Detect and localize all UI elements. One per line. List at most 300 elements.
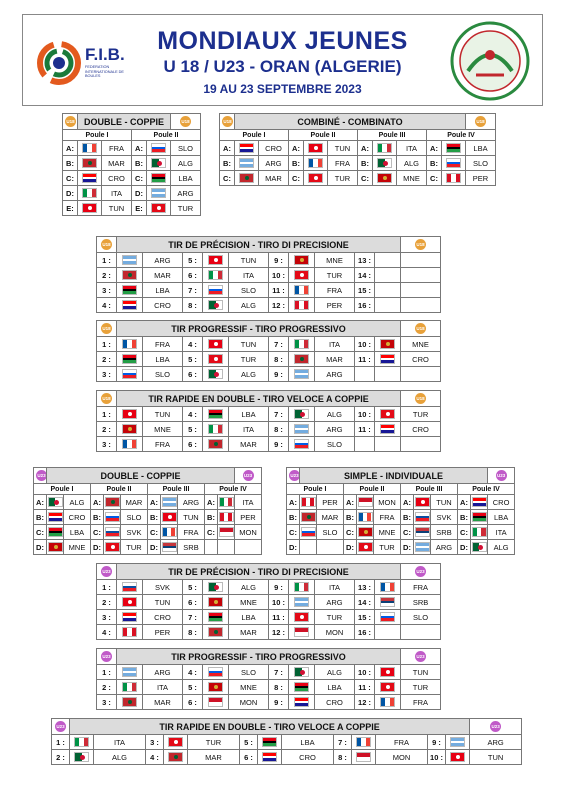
fib-logo-text: F.I.B. <box>85 45 125 64</box>
flag-cro-icon <box>262 752 277 762</box>
country-code: SLO <box>229 283 269 298</box>
flag-mne-icon <box>294 255 309 265</box>
flag-alg-icon <box>208 369 223 379</box>
flag-mar-icon <box>294 354 309 364</box>
slot-label: 4 : <box>183 337 203 352</box>
country-code: TUN <box>229 253 269 268</box>
slot-label: 7 : <box>334 735 352 750</box>
flag-per-icon <box>301 497 316 507</box>
slot-label: E: <box>132 201 147 216</box>
flag-tun-icon <box>122 409 137 419</box>
country-code: TUN <box>328 141 358 156</box>
slot-label: 4 : <box>146 750 164 765</box>
slot-label: 10 : <box>355 407 375 422</box>
country-code: TUR <box>121 540 148 555</box>
slot-label: 2 : <box>97 595 117 610</box>
slot-label: 2 : <box>97 680 117 695</box>
flag-cell <box>203 665 229 680</box>
flag-svk-icon <box>105 527 120 537</box>
slot-label: 9 : <box>269 695 289 710</box>
flag-ita-icon <box>294 582 309 592</box>
country-code: LBA <box>143 352 183 367</box>
flag-cell <box>357 525 374 540</box>
country-code: FRA <box>143 437 183 452</box>
country-code: ARG <box>259 156 289 171</box>
slot-label: 1 : <box>97 665 117 680</box>
table-title: TIR PROGRESSIF - TIRO PROGRESSIVO <box>117 321 401 337</box>
flag-fra-icon <box>308 158 323 168</box>
flag-tun-icon <box>122 597 137 607</box>
slot-label: 1 : <box>97 253 117 268</box>
country-code: SLO <box>121 510 148 525</box>
flag-cell <box>289 298 315 313</box>
country-code: MAR <box>188 750 240 765</box>
slot-label: 4 : <box>97 298 117 313</box>
flag-cell <box>471 525 488 540</box>
flag-per-icon <box>122 627 137 637</box>
flag-fra-icon <box>294 285 309 295</box>
flag-alg-icon <box>294 667 309 677</box>
flag-arg-icon <box>239 158 254 168</box>
country-code: LBA <box>315 680 355 695</box>
flag-ita-icon <box>82 188 97 198</box>
slot-label: A: <box>63 141 78 156</box>
slot-label: 9 : <box>428 735 446 750</box>
country-code: LBA <box>171 171 201 186</box>
flag-cell <box>373 156 397 171</box>
flag-cell <box>289 337 315 352</box>
country-code: MON <box>235 525 262 540</box>
flag-cell <box>117 625 143 640</box>
slot-label: E: <box>63 201 78 216</box>
flag-cell <box>70 750 94 765</box>
country-code: ITA <box>315 337 355 352</box>
country-code: LBA <box>282 735 334 750</box>
slot-label: A: <box>34 495 47 510</box>
pool-header: Poule I <box>220 130 289 141</box>
flag-tur-icon <box>308 173 323 183</box>
country-code: ALG <box>94 750 146 765</box>
country-code: LBA <box>229 610 269 625</box>
flag-cell <box>289 595 315 610</box>
slot-label: 1 : <box>97 580 117 595</box>
u23-rapide-table <box>51 718 522 765</box>
table-row <box>52 735 522 750</box>
pool-header: Poule IV <box>458 484 515 495</box>
slot-label: 2 : <box>97 352 117 367</box>
table-title: COMBINÉ - COMBINATO <box>235 114 466 130</box>
slot-label: 6 : <box>183 695 203 710</box>
u23-badge: U23 <box>101 566 112 577</box>
flag-ita-icon <box>208 424 223 434</box>
table-row <box>34 525 262 540</box>
table-title: DOUBLE - COPPIE <box>78 114 171 130</box>
flag-tur-icon <box>151 203 166 213</box>
flag-mon-icon <box>356 752 371 762</box>
slot-label: C: <box>132 171 147 186</box>
country-code: TUR <box>171 201 201 216</box>
slot-label: 5 : <box>240 735 258 750</box>
country-code <box>401 253 441 268</box>
country-code: ITA <box>397 141 427 156</box>
flag-cell <box>289 680 315 695</box>
flag-cell <box>203 407 229 422</box>
flag-cell <box>289 422 315 437</box>
table-row <box>97 407 441 422</box>
slot-label: 5 : <box>183 680 203 695</box>
country-code: TUR <box>315 610 355 625</box>
country-code: MAR <box>315 352 355 367</box>
flag-arg-icon <box>122 255 137 265</box>
table-row <box>287 540 515 555</box>
flag-tun-icon <box>162 512 177 522</box>
page-subtitle: U 18 / U23 - ORAN (ALGERIE) <box>163 57 402 76</box>
u23-badge: U23 <box>289 470 300 481</box>
country-code <box>401 367 441 382</box>
country-code: ALG <box>315 665 355 680</box>
flag-mon-icon <box>294 627 309 637</box>
flag-cell <box>78 156 102 171</box>
country-code: ITA <box>143 680 183 695</box>
slot-label: 3 : <box>97 437 117 452</box>
slot-label: A: <box>148 495 161 510</box>
country-code: TUN <box>102 201 132 216</box>
flag-cell <box>375 283 401 298</box>
slot-label: 7 : <box>269 337 289 352</box>
u23-precision-table <box>96 563 441 640</box>
slot-label: B: <box>132 156 147 171</box>
country-code: TUR <box>188 735 240 750</box>
table-row <box>220 141 496 156</box>
country-code: ALG <box>229 580 269 595</box>
u18-badge: U18 <box>101 393 112 404</box>
table-row <box>97 268 441 283</box>
flag-cell <box>203 422 229 437</box>
slot-label: 12 : <box>355 695 375 710</box>
country-code: CRO <box>143 298 183 313</box>
flag-tur-icon <box>380 409 395 419</box>
u18-badge: U18 <box>415 393 426 404</box>
table-title: TIR PROGRESSIF - TIRO PROGRESSIVO <box>117 649 401 665</box>
slot-label: 9 : <box>269 580 289 595</box>
flag-cro-icon <box>294 697 309 707</box>
pool-header: Poule II <box>289 130 358 141</box>
country-code: FRA <box>374 510 401 525</box>
table-row <box>34 510 262 525</box>
slot-label: C: <box>63 171 78 186</box>
flag-cell <box>117 298 143 313</box>
country-code: CRO <box>102 171 132 186</box>
flag-cell <box>78 171 102 186</box>
flag-cell <box>203 437 229 452</box>
country-code: MAR <box>229 625 269 640</box>
slot-label: B: <box>344 510 357 525</box>
country-code: ALG <box>488 540 515 555</box>
flag-cell <box>203 268 229 283</box>
flag-alg-icon <box>74 752 89 762</box>
slot-label: 11 : <box>355 352 375 367</box>
u18-badge: U18 <box>415 323 426 334</box>
country-code: ITA <box>488 525 515 540</box>
table-row <box>97 298 441 313</box>
flag-tur-icon <box>294 270 309 280</box>
slot-label: A: <box>205 495 218 510</box>
flag-cell <box>235 156 259 171</box>
flag-tun-icon <box>415 497 430 507</box>
slot-label: 2 : <box>52 750 70 765</box>
flag-cell <box>203 625 229 640</box>
u23-badge: U23 <box>243 470 254 481</box>
flag-cell <box>414 540 431 555</box>
flag-fra-icon <box>356 737 371 747</box>
country-code <box>401 625 441 640</box>
flag-alg-icon <box>208 300 223 310</box>
flag-slo-icon <box>105 512 120 522</box>
flag-cell <box>203 367 229 382</box>
flag-cell <box>104 510 121 525</box>
flag-ita-icon <box>208 270 223 280</box>
table-row <box>97 665 441 680</box>
country-code: SLO <box>171 141 201 156</box>
slot-label: D: <box>148 540 161 555</box>
header <box>22 14 543 106</box>
flag-cell <box>375 595 401 610</box>
country-code: FRA <box>178 525 205 540</box>
flag-cell <box>117 437 143 452</box>
flag-lba-icon <box>208 409 223 419</box>
flag-cell <box>304 156 328 171</box>
country-code: ITA <box>229 268 269 283</box>
u23-badge: U23 <box>415 566 426 577</box>
flag-tur-icon <box>358 542 373 552</box>
slot-label: 4 : <box>183 665 203 680</box>
flag-cell <box>414 510 431 525</box>
flag-cell <box>375 337 401 352</box>
slot-label: 5 : <box>183 580 203 595</box>
country-code: SLO <box>229 665 269 680</box>
u23-simple-table <box>286 467 515 555</box>
flag-cell <box>218 495 235 510</box>
pool-header: Poule I <box>63 130 132 141</box>
slot-label: B: <box>91 510 104 525</box>
table-title: TIR DE PRÉCISION - TIRO DI PRECISIONE <box>117 564 401 580</box>
flag-slo-icon <box>380 612 395 622</box>
country-code: SVK <box>431 510 458 525</box>
flag-cell <box>117 407 143 422</box>
country-code: MNE <box>401 337 441 352</box>
country-code: ITA <box>235 495 262 510</box>
country-code: PER <box>466 171 496 186</box>
country-code: FRA <box>401 695 441 710</box>
country-code: CRO <box>401 422 441 437</box>
flag-cell <box>47 525 64 540</box>
slot-label: 3 : <box>97 367 117 382</box>
flag-cell <box>78 141 102 156</box>
flag-cell <box>300 495 317 510</box>
country-code: PER <box>235 510 262 525</box>
flag-cro-icon <box>472 497 487 507</box>
country-code: MNE <box>397 171 427 186</box>
table-row <box>97 625 441 640</box>
flag-cell <box>289 283 315 298</box>
slot-label: B: <box>205 510 218 525</box>
flag-cell <box>218 525 235 540</box>
page-title: MONDIAUX JEUNES <box>157 27 408 55</box>
country-code: PER <box>317 495 344 510</box>
country-code <box>401 298 441 313</box>
table-row <box>287 510 515 525</box>
slot-label: D: <box>287 540 300 555</box>
u18-badge: U18 <box>475 116 486 127</box>
flag-cell <box>375 625 401 640</box>
country-code: LBA <box>466 141 496 156</box>
country-code: ARG <box>431 540 458 555</box>
table-title: DOUBLE - COPPIE <box>47 468 235 484</box>
flag-cell <box>203 695 229 710</box>
flag-slo-icon <box>151 143 166 153</box>
flag-mne-icon <box>377 173 392 183</box>
country-code: MNE <box>143 422 183 437</box>
country-code <box>401 283 441 298</box>
flag-cell <box>375 367 401 382</box>
flag-cell <box>203 298 229 313</box>
country-code: TUR <box>328 171 358 186</box>
country-code: TUN <box>178 510 205 525</box>
country-code: LBA <box>229 407 269 422</box>
slot-label: B: <box>148 510 161 525</box>
country-code: TUN <box>229 337 269 352</box>
country-code: CRO <box>282 750 334 765</box>
flag-cell <box>258 750 282 765</box>
flag-cell <box>164 735 188 750</box>
flag-per-icon <box>446 173 461 183</box>
slot-label: A: <box>358 141 373 156</box>
country-code: TUR <box>374 540 401 555</box>
table-row <box>97 610 441 625</box>
country-code: MON <box>376 750 428 765</box>
country-code: PER <box>315 298 355 313</box>
flag-slo-icon <box>208 285 223 295</box>
flag-cell <box>147 186 171 201</box>
flag-arg-icon <box>294 424 309 434</box>
flag-cell <box>218 540 235 555</box>
country-code <box>317 540 344 555</box>
slot-label: 4 : <box>183 407 203 422</box>
slot-label: 6 : <box>183 367 203 382</box>
u23-badge: U23 <box>36 470 47 481</box>
flag-cell <box>357 510 374 525</box>
flag-fra-icon <box>380 697 395 707</box>
u18-badge: U18 <box>101 323 112 334</box>
country-code: ITA <box>229 422 269 437</box>
flag-fra-icon <box>380 582 395 592</box>
flag-tun-icon <box>308 143 323 153</box>
flag-cell <box>375 580 401 595</box>
u23-badge: U23 <box>415 651 426 662</box>
slot-label: C: <box>205 525 218 540</box>
u23-double-table <box>33 467 262 555</box>
flag-mar-icon <box>82 158 97 168</box>
flag-cell <box>289 367 315 382</box>
country-code: FRA <box>328 156 358 171</box>
flag-arg-icon <box>294 369 309 379</box>
table-row <box>97 283 441 298</box>
flag-cell <box>289 665 315 680</box>
table-row <box>97 680 441 695</box>
country-code: CRO <box>64 510 91 525</box>
country-code: ARG <box>171 186 201 201</box>
flag-tur-icon <box>168 737 183 747</box>
flag-cell <box>203 610 229 625</box>
flag-mar-icon <box>122 697 137 707</box>
page-dates: 19 AU 23 SEPTEMBRE 2023 <box>203 82 362 96</box>
flag-cell <box>117 352 143 367</box>
flag-cell <box>289 268 315 283</box>
flag-cell <box>304 141 328 156</box>
country-code: CRO <box>315 695 355 710</box>
flag-cell <box>117 595 143 610</box>
flag-mne-icon <box>358 527 373 537</box>
flag-cell <box>300 540 317 555</box>
slot-label: B: <box>63 156 78 171</box>
flag-cell <box>300 510 317 525</box>
flag-svk-icon <box>122 582 137 592</box>
flag-cell <box>289 352 315 367</box>
flag-slo-icon <box>294 439 309 449</box>
flag-srb-icon <box>162 542 177 552</box>
flag-tur-icon <box>294 612 309 622</box>
slot-label: 15 : <box>355 610 375 625</box>
pool-header: Poule IV <box>205 484 262 495</box>
flag-ita-icon <box>294 339 309 349</box>
table-row <box>63 156 201 171</box>
flag-slo-icon <box>301 527 316 537</box>
slot-label: 8 : <box>183 298 203 313</box>
flag-cell <box>375 407 401 422</box>
flag-cell <box>442 141 466 156</box>
table-row <box>63 186 201 201</box>
slot-label: 14 : <box>355 595 375 610</box>
table-row <box>220 156 496 171</box>
flag-cell <box>289 610 315 625</box>
slot-label: 9 : <box>269 253 289 268</box>
flag-cell <box>203 337 229 352</box>
pool-header: Poule IV <box>427 130 496 141</box>
u18-badge: U18 <box>415 239 426 250</box>
flag-lba-icon <box>208 612 223 622</box>
flag-tun-icon <box>208 255 223 265</box>
flag-cell <box>117 337 143 352</box>
slot-label <box>205 540 218 555</box>
country-code: ALG <box>64 495 91 510</box>
flag-cell <box>375 437 401 452</box>
slot-label: A: <box>220 141 235 156</box>
slot-label: 7 : <box>269 665 289 680</box>
country-code: ARG <box>315 595 355 610</box>
slot-label: 5 : <box>183 253 203 268</box>
pool-header: Poule I <box>34 484 91 495</box>
slot-label: 9 : <box>269 437 289 452</box>
flag-cell <box>375 610 401 625</box>
flag-cell <box>203 253 229 268</box>
flag-srb-icon <box>415 527 430 537</box>
flag-cell <box>446 750 470 765</box>
flag-per-icon <box>294 300 309 310</box>
country-code: MAR <box>143 695 183 710</box>
country-code: MNE <box>229 595 269 610</box>
oran-logo <box>448 19 532 103</box>
flag-cell <box>47 540 64 555</box>
